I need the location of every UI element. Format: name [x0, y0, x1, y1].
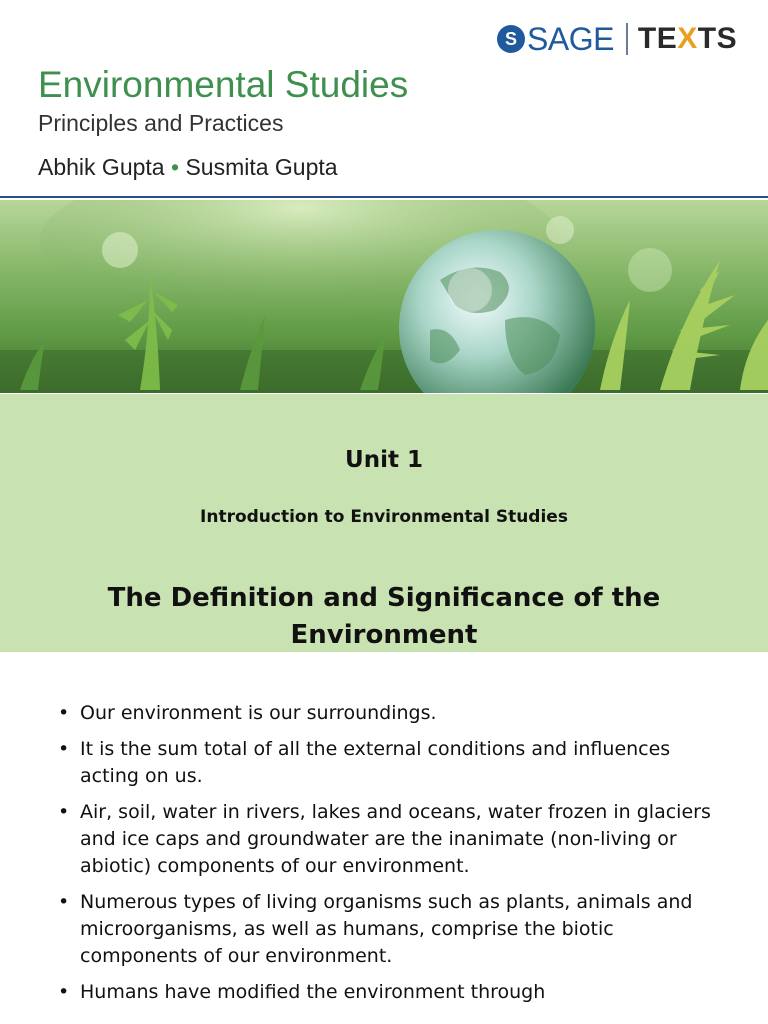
list-item-text: Our environment is our surroundings.: [80, 702, 437, 724]
imprint-name: TEXTS: [637, 22, 738, 55]
list-item-text: Numerous types of living organisms such as plants, animals and microorganisms, as well as humans, comprise the biotic components of our environment.: [80, 891, 693, 967]
header-rule: [0, 196, 768, 198]
list-item: [58, 889, 728, 970]
book-authors: [38, 154, 338, 181]
list-item-text: It is the sum total of all the external conditions and influences acting on us.: [80, 738, 671, 787]
bullet-list: [58, 700, 728, 1015]
list-item-text: Humans have modified the environment through: [80, 981, 546, 1003]
author-separator: •: [170, 154, 180, 180]
globe-and-ferns-illustration: [0, 200, 768, 393]
author-name: Abhik Gupta: [38, 154, 165, 180]
list-item: [58, 799, 728, 880]
list-item: [58, 736, 728, 790]
logo-divider: [626, 23, 628, 55]
book-subtitle: Principles and Practices: [38, 110, 284, 136]
publisher-logo: [497, 20, 737, 58]
list-item-text: Air, soil, water in rivers, lakes and oceans, water frozen in glaciers and ice caps and groundwater are the inanimate (non-living or abiotic) components of our environment.: [80, 801, 711, 877]
author-name: Susmita Gupta: [185, 154, 338, 180]
cover-banner-image: [0, 200, 768, 393]
list-item: [58, 700, 728, 727]
bullet-icon: •: [58, 891, 70, 913]
publisher-brand: SAGE: [527, 20, 614, 57]
bullet-icon: •: [58, 738, 70, 760]
sage-logo-icon: S: [497, 25, 525, 53]
bullet-icon: •: [58, 981, 70, 1003]
bullet-icon: •: [58, 702, 70, 724]
book-title: Environmental Studies: [38, 64, 409, 105]
list-item: [58, 979, 728, 1006]
unit-topic: Introduction to Environmental Studies: [200, 507, 568, 527]
bullet-icon: •: [58, 801, 70, 823]
cover-header: [0, 0, 768, 196]
unit-number: Unit 1: [345, 447, 423, 473]
slide-title: The Definition and Significance of the Environment: [107, 583, 661, 650]
